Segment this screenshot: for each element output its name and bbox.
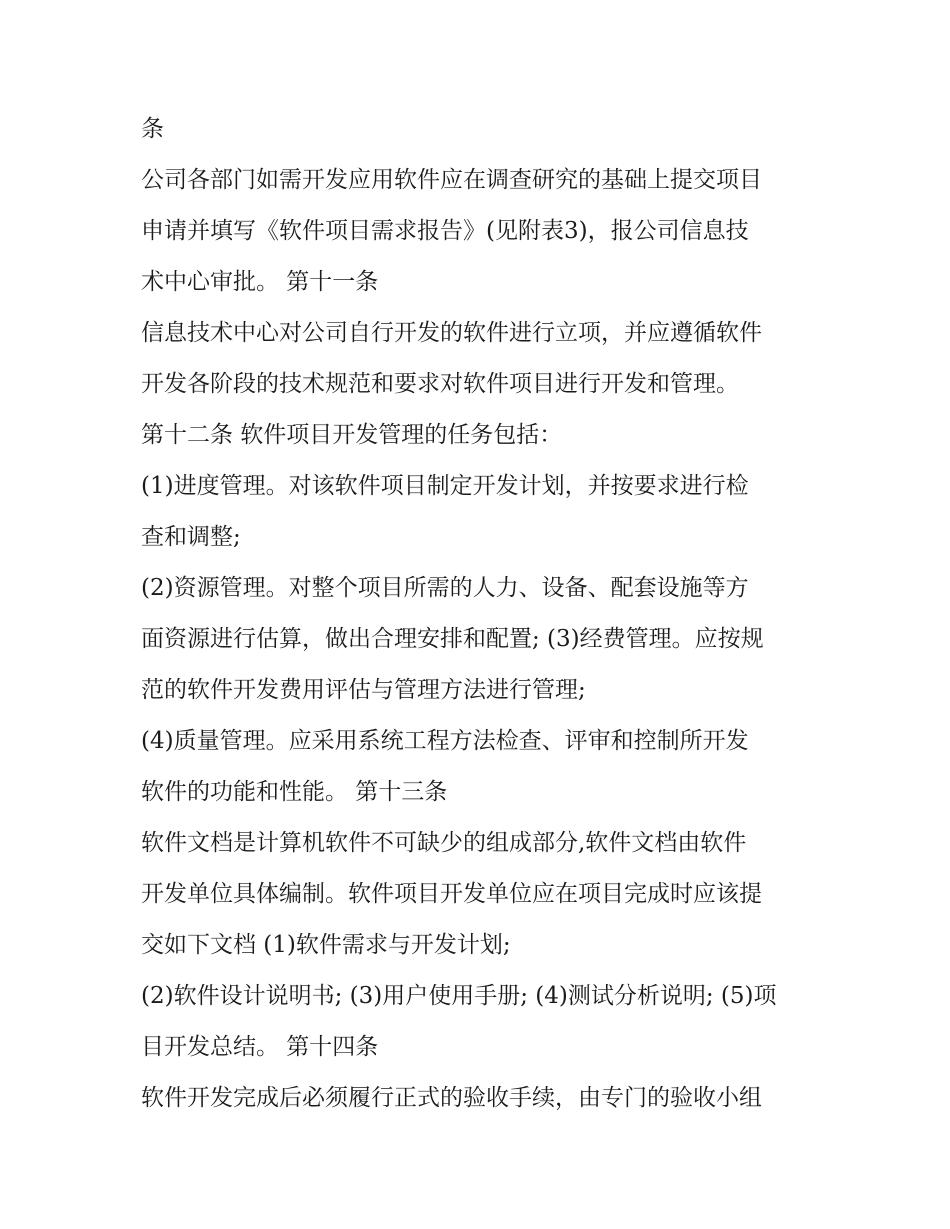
section-heading: 第十二条 软件项目开发管理的任务包括： [141, 422, 563, 448]
text-line: 查和调整; [141, 524, 241, 550]
text-line: 术中心审批。 第十一条 [141, 269, 379, 295]
list-item: (2)软件设计说明书; (3)用户使用手册; (4)测试分析说明; (5)项 [141, 983, 777, 1009]
list-item: (2)资源管理。对整个项目所需的人力、设备、配套设施等方 [141, 575, 749, 601]
text-line: 软件的功能和性能。 第十三条 [141, 779, 448, 805]
text-line: 信息技术中心对公司自行开发的软件进行立项，并应遵循软件 [141, 320, 762, 346]
text-line: 开发单位具体编制。软件项目开发单位应在项目完成时应该提 [141, 881, 762, 907]
text-line: 开发各阶段的技术规范和要求对软件项目进行开发和管理。 [141, 371, 739, 397]
text-line: 目开发总结。 第十四条 [141, 1034, 379, 1060]
text-line: 申请并填写《软件项目需求报告》(见附表3)，报公司信息技 [141, 218, 749, 244]
text-line: 公司各部门如需开发应用软件应在调查研究的基础上提交项目 [141, 167, 762, 193]
text-line: 交如下文档 (1)软件需求与开发计划; [141, 932, 511, 958]
text-line: 软件文档是计算机软件不可缺少的组成部分,软件文档由软件 [141, 830, 747, 856]
text-line: 软件开发完成后必须履行正式的验收手续，由专门的验收小组 [141, 1085, 762, 1111]
list-item: (4)质量管理。应采用系统工程方法检查、评审和控制所开发 [141, 728, 749, 754]
list-item: (1)进度管理。对该软件项目制定开发计划，并按要求进行检 [141, 473, 749, 499]
text-line: 条 [141, 116, 164, 142]
text-line: 面资源进行估算，做出合理安排和配置; (3)经费管理。应按规 [141, 626, 764, 652]
text-line: 范的软件开发费用评估与管理方法进行管理; [141, 677, 586, 703]
